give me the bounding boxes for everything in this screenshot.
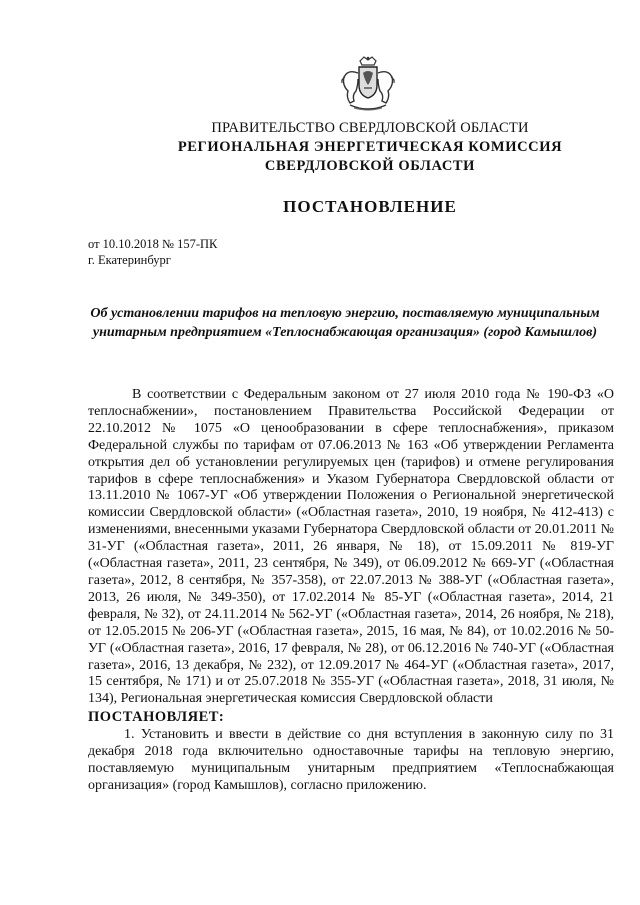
document-city: г. Екатеринбург bbox=[88, 253, 171, 267]
government-name: ПРАВИТЕЛЬСТВО СВЕРДЛОВСКОЙ ОБЛАСТИ bbox=[211, 120, 529, 136]
document-body bbox=[88, 387, 614, 795]
document-date-number: от 10.10.2018 № 157-ПК bbox=[88, 237, 218, 251]
resolves-heading: ПОСТАНОВЛЯЕТ: bbox=[88, 709, 225, 726]
document-type-title: ПОСТАНОВЛЕНИЕ bbox=[283, 197, 457, 216]
preamble-paragraph: В соответствии с Федеральным законом от 27 июля 2010 года № 190-ФЗ «О теплоснабжении», постановлением Правительства Российской Федерации от 22.10.2012 № 1075 «О ценообразовании в сфере теплоснабжения», приказом Федеральной службы по тарифам от 07.06.2013 № 163 «Об утверждении Регламента открытия дел об установлении регулируемых цен (тарифов) и отмене регулирования тарифов в сфере теплоснабжения» и Указом Губернатора Свердловской области от 13.11.2010 № 1067-УГ «Об утверждении Положения о Региональной энергетической комиссии Свердловской области» («Областная газета», 2010, 19 ноября, № 412-413) с изменениями, внесенными указами Губернатора Свердловской области от 20.01.2011 № 31-УГ («Областная газета», 2011, 26 января, № 18), от 15.09.2011 № 819-УГ («Областная газета», 2011, 23 сентября, № 349), от 06.09.2012 № 669-УГ («Областная газета», 2012, 8 сентября, № 357-358), от 22.07.2013 № 388-УГ («Областная газета», 2013, 26 июля, № 349-350), от 17.02.2014 № 85-УГ («Областная газета», 2014, 21 февраля, № 32), от 24.11.2014 № 562-УГ («Областная газета», 2014, 26 ноября, № 218), от 12.05.2015 № 206-УГ («Областная газета», 2015, 16 мая, № 84), от 10.02.2016 № 50-УГ («Областная газета», 2016, 17 февраля, № 28), от 06.12.2016 № 740-УГ («Областная газета», 2016, 13 декабря, № 232), от 12.09.2017 № 464-УГ («Областная газета», 2017, 15 сентября, № 171) и от 25.07.2018 № 355-УГ («Областная газета», 2018, 31 июля, № 134), Региональная энергетическая комиссия Свердловской области bbox=[88, 387, 614, 707]
clause-1: 1. Установить и ввести в действие со дня вступления в законную силу по 31 декабря 2018 года включительно одноставочные тарифы на тепловую энергию, поставляемую муниципальным унитарным предприятием «Теплоснабжающая организация» (город Камышлов), согласно приложению. bbox=[88, 727, 614, 793]
commission-name-line2: СВЕРДЛОВСКОЙ ОБЛАСТИ bbox=[264, 158, 476, 174]
coat-of-arms-icon bbox=[336, 55, 400, 113]
commission-name-line1: РЕГИОНАЛЬНАЯ ЭНЕРГЕТИЧЕСКАЯ КОМИССИЯ bbox=[177, 139, 563, 155]
document-subject: Об установлении тарифов на тепловую энергию, поставляемую муниципальным унитарным предприятием «Теплоснабжающая организация» (город Камышлов) bbox=[90, 306, 600, 340]
